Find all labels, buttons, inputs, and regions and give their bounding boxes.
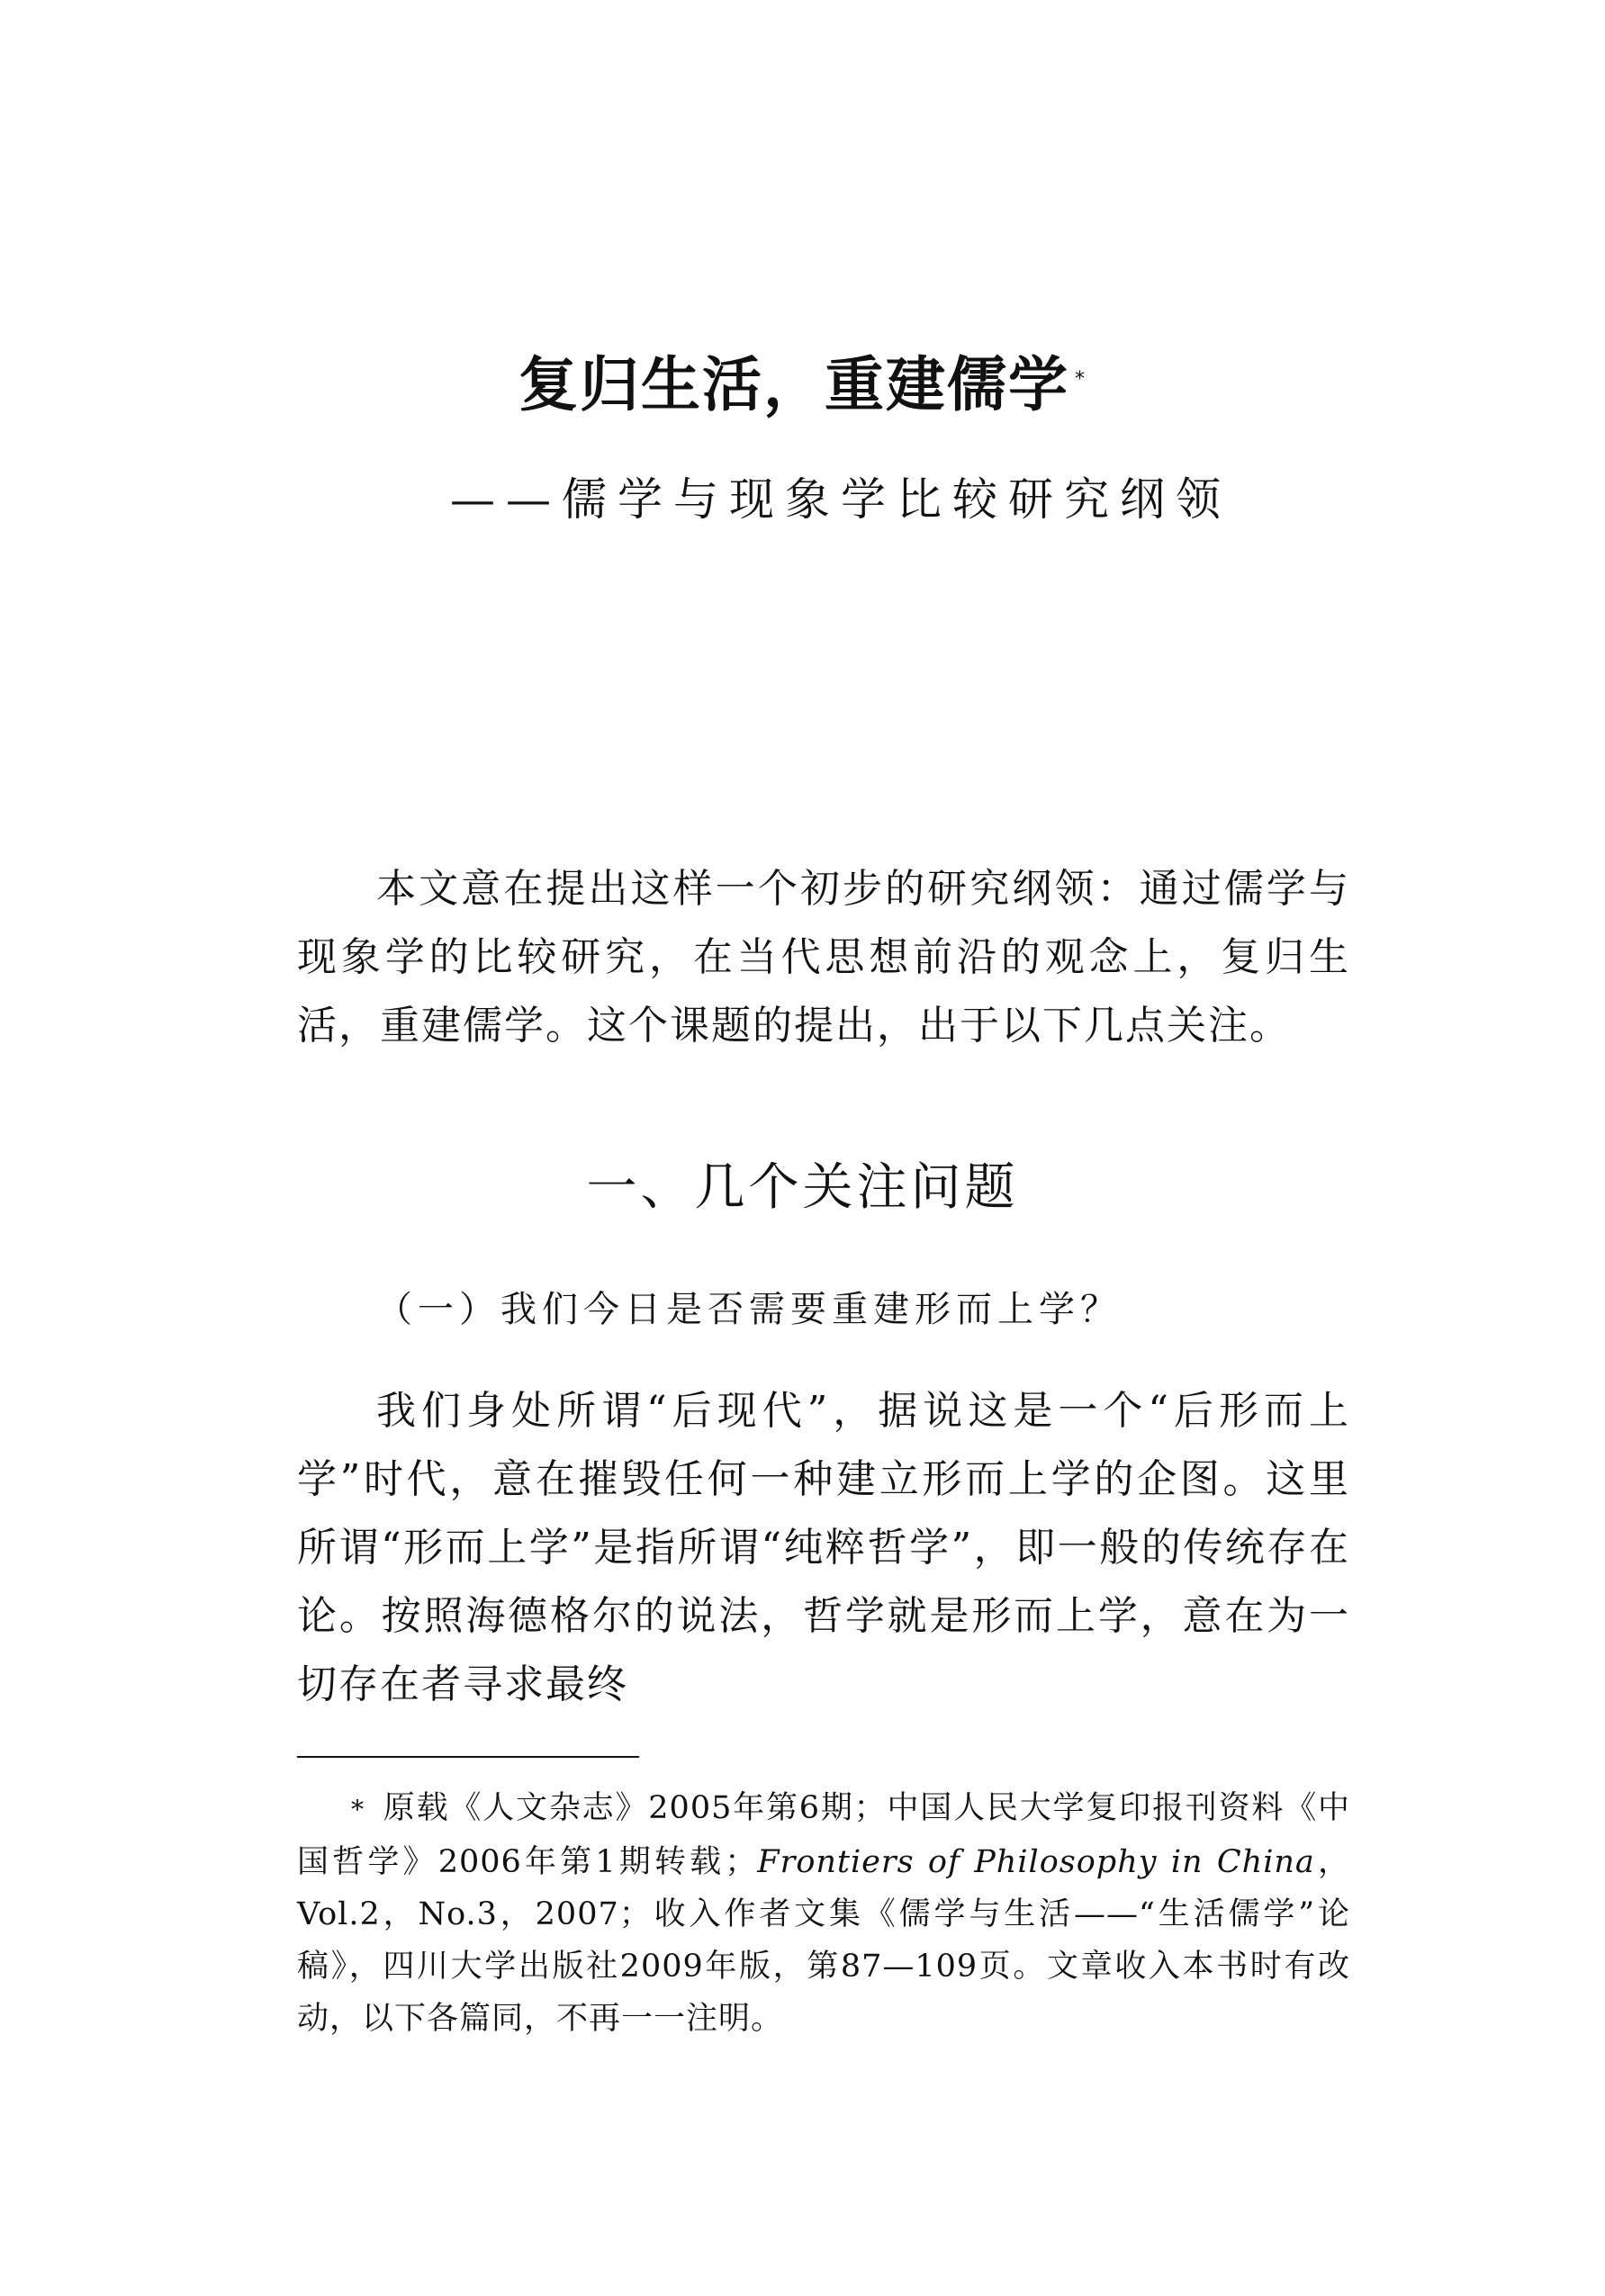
article-title	[0, 349, 1605, 421]
article-subtitle: ——儒学与现象学比较研究纲领	[450, 473, 1231, 526]
footnote-text-part2: ，Vol.2，No.3，2007；收入作者文集《儒学与生活——“生活儒学”论稿》，四川大学出版社2009年版，第87—109页。文章收入本书时有改动，以下各篇同，不再一一注明。	[297, 1844, 1350, 2037]
footnote-text-part1: 原载《人文杂志》2005年第6期；中国人民大学复印报刊资料《中国哲学》2006年第1期转载；	[297, 1790, 1350, 1880]
subsection-heading: （一）我们今日是否需要重建形而上学？	[376, 1289, 1122, 1330]
intro-paragraph: 本文意在提出这样一个初步的研究纲领：通过儒学与现象学的比较研究，在当代思想前沿的观念上，复归生活，重建儒学。这个课题的提出，出于以下几点关注。	[297, 866, 1350, 1049]
footnote-divider	[297, 1756, 639, 1758]
footnote-journal-title: Frontiers of Philosophy in China	[757, 1844, 1315, 1880]
footnote-mark: *	[351, 1795, 365, 1824]
title-footnote-mark: *	[1075, 368, 1087, 391]
section-heading: 一、几个关注问题	[586, 1158, 1019, 1217]
article-title-text: 复归生活，重建儒学	[518, 350, 1069, 419]
body-paragraph: 我们身处所谓“后现代”，据说这是一个“后形而上学”时代，意在摧毁任何一种建立形而上学的企图。这里所谓“形而上学”是指所谓“纯粹哲学”，即一般的传统存在论。按照海德格尔的说法，哲学就是形而上学，意在为一切存在者寻求最终	[297, 1388, 1350, 1707]
footnote	[297, 1782, 1350, 2045]
